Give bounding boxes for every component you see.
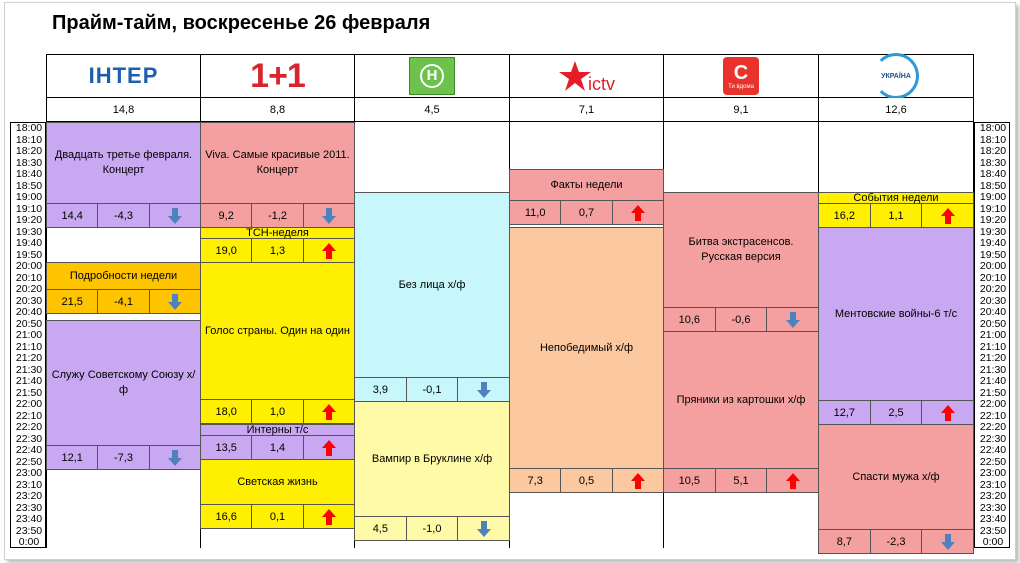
time-label: 19:30 bbox=[15, 225, 43, 238]
change-value: -1,2 bbox=[252, 204, 303, 227]
channel-logo-inter bbox=[46, 54, 201, 98]
program-block: Пряники из картошки х/ф bbox=[663, 331, 819, 469]
arrow-up-icon bbox=[304, 239, 354, 262]
time-label: 18:40 bbox=[979, 168, 1007, 180]
time-label: 19:10 bbox=[979, 202, 1007, 215]
program-stats bbox=[818, 530, 974, 554]
time-label: 22:50 bbox=[15, 455, 43, 468]
arrow-up-icon bbox=[304, 400, 354, 423]
change-value: 1,4 bbox=[252, 436, 303, 459]
share-value: 14,4 bbox=[47, 204, 98, 227]
time-label: 21:30 bbox=[15, 363, 43, 376]
arrow-up-icon bbox=[613, 469, 663, 492]
channel-logo-ictv bbox=[509, 54, 664, 98]
time-label: 19:50 bbox=[979, 248, 1007, 261]
share-value: 21,5 bbox=[47, 290, 98, 313]
green-logo-letter: Н bbox=[420, 64, 444, 88]
share-value: 10,6 bbox=[664, 308, 716, 331]
time-label: 18:10 bbox=[15, 133, 43, 146]
program-block: Факты недели bbox=[509, 169, 664, 201]
channel-logo-ukraina bbox=[818, 54, 974, 98]
time-label: 22:40 bbox=[15, 444, 43, 456]
ukraina-logo-text: УКРАЇНА bbox=[881, 72, 911, 80]
time-label: 21:50 bbox=[15, 386, 43, 399]
time-label: 23:30 bbox=[15, 501, 43, 514]
program-stats bbox=[200, 239, 355, 263]
arrow-up-icon bbox=[767, 469, 818, 492]
change-value: -1,0 bbox=[407, 517, 459, 540]
change-value: -0,1 bbox=[407, 378, 459, 401]
time-label: 22:30 bbox=[15, 432, 43, 445]
time-label: 20:40 bbox=[15, 306, 43, 318]
program-block: Интерны т/с bbox=[200, 424, 355, 436]
share-value: 18,0 bbox=[201, 400, 252, 423]
time-label: 20:10 bbox=[979, 271, 1007, 284]
time-label: 0:00 bbox=[18, 536, 40, 548]
channel-logo-stb bbox=[663, 54, 819, 98]
arrow-down-icon bbox=[458, 517, 509, 540]
time-label: 21:10 bbox=[979, 340, 1007, 353]
time-label: 19:10 bbox=[15, 202, 43, 215]
time-label: 20:40 bbox=[979, 306, 1007, 318]
change-value: 1,3 bbox=[252, 239, 303, 262]
program-block: ТСН-неделя bbox=[200, 227, 355, 239]
share-value: 9,2 bbox=[201, 204, 252, 227]
program-block: Голос страны. Один на один bbox=[200, 262, 355, 400]
stb-logo-letter: С bbox=[733, 62, 749, 84]
time-label: 20:00 bbox=[979, 260, 1007, 272]
time-label: 22:20 bbox=[979, 421, 1007, 433]
rating-inter: 14,8 bbox=[46, 98, 201, 122]
program-stats bbox=[354, 378, 510, 402]
arrow-down-icon bbox=[767, 308, 818, 331]
time-label: 23:40 bbox=[979, 513, 1007, 525]
program-block: Без лица х/ф bbox=[354, 192, 510, 378]
time-label: 23:00 bbox=[15, 467, 43, 479]
time-label: 21:00 bbox=[979, 329, 1007, 341]
share-value: 13,5 bbox=[201, 436, 252, 459]
change-value: -4,1 bbox=[98, 290, 149, 313]
time-label: 19:40 bbox=[979, 237, 1007, 249]
time-label: 21:30 bbox=[979, 363, 1007, 376]
program-block: Светская жизнь bbox=[200, 459, 355, 505]
program-block: События недели bbox=[818, 192, 974, 204]
rating-ukraina: 12,6 bbox=[818, 98, 974, 122]
time-label: 18:20 bbox=[15, 145, 43, 157]
program-block: Двадцать третье февраля. Концерт bbox=[46, 122, 201, 204]
program-stats bbox=[663, 308, 819, 332]
time-label: 21:40 bbox=[15, 375, 43, 387]
time-label: 20:20 bbox=[979, 283, 1007, 295]
change-value: 0,7 bbox=[561, 201, 612, 224]
ukraina-logo bbox=[873, 53, 919, 99]
time-label: 22:10 bbox=[979, 409, 1007, 422]
green-channel-logo bbox=[409, 57, 455, 95]
time-label: 22:10 bbox=[15, 409, 43, 422]
program-block: Битва экстрасенсов. Русская версия bbox=[663, 192, 819, 308]
time-label: 20:50 bbox=[979, 317, 1007, 330]
arrow-up-icon bbox=[922, 204, 973, 227]
program-stats bbox=[818, 401, 974, 425]
inter-logo: ІНТЕР bbox=[88, 63, 159, 88]
share-value: 12,7 bbox=[819, 401, 871, 424]
change-value: 0,1 bbox=[252, 505, 303, 528]
program-stats bbox=[354, 517, 510, 541]
time-label: 22:30 bbox=[979, 432, 1007, 445]
time-label: 19:40 bbox=[15, 237, 43, 249]
time-label: 21:20 bbox=[979, 352, 1007, 364]
channel-logo-ukraina-green bbox=[354, 54, 510, 98]
program-block: Непобедимый х/ф bbox=[509, 227, 664, 469]
page-title: Прайм-тайм, воскресенье 26 февраля bbox=[52, 12, 431, 34]
arrow-down-icon bbox=[150, 204, 200, 227]
time-label: 21:50 bbox=[979, 386, 1007, 399]
time-label: 18:20 bbox=[979, 145, 1007, 157]
time-label: 19:30 bbox=[979, 225, 1007, 238]
share-value: 7,3 bbox=[510, 469, 561, 492]
change-value: -7,3 bbox=[98, 446, 149, 469]
time-label: 23:40 bbox=[15, 513, 43, 525]
change-value: -0,6 bbox=[716, 308, 768, 331]
time-label: 18:40 bbox=[15, 168, 43, 180]
time-label: 23:10 bbox=[15, 478, 43, 491]
time-label: 23:20 bbox=[979, 490, 1007, 502]
time-label: 23:20 bbox=[15, 490, 43, 502]
change-value: 2,5 bbox=[871, 401, 923, 424]
arrow-up-icon bbox=[304, 505, 354, 528]
share-value: 8,7 bbox=[819, 530, 871, 553]
program-stats bbox=[509, 469, 664, 493]
time-label: 19:00 bbox=[15, 191, 43, 203]
time-label: 18:10 bbox=[979, 133, 1007, 146]
change-value: 1,1 bbox=[871, 204, 923, 227]
time-label: 22:00 bbox=[979, 398, 1007, 410]
time-label: 21:10 bbox=[15, 340, 43, 353]
rating-ukraina-green: 4,5 bbox=[354, 98, 510, 122]
time-label: 18:00 bbox=[15, 122, 43, 134]
time-label: 18:00 bbox=[979, 122, 1007, 134]
arrow-up-icon bbox=[613, 201, 663, 224]
arrow-down-icon bbox=[150, 446, 200, 469]
rating-1plus1: 8,8 bbox=[200, 98, 355, 122]
program-stats bbox=[200, 400, 355, 424]
stb-logo-sub: Ти вдома bbox=[728, 84, 754, 90]
share-value: 19,0 bbox=[201, 239, 252, 262]
program-block: Viva. Самые красивые 2011. Концерт bbox=[200, 122, 355, 204]
share-value: 10,5 bbox=[664, 469, 716, 492]
share-value: 16,2 bbox=[819, 204, 871, 227]
share-value: 11,0 bbox=[510, 201, 561, 224]
1plus1-logo: 1+1 bbox=[250, 56, 305, 95]
time-label: 19:50 bbox=[15, 248, 43, 261]
time-label: 22:50 bbox=[979, 455, 1007, 468]
share-value: 12,1 bbox=[47, 446, 98, 469]
time-label: 22:00 bbox=[15, 398, 43, 410]
time-label: 20:20 bbox=[15, 283, 43, 295]
program-stats bbox=[200, 436, 355, 460]
time-label: 0:00 bbox=[982, 536, 1004, 548]
program-block: Подробности недели bbox=[46, 262, 201, 290]
ictv-logo-text: ictv bbox=[588, 73, 615, 94]
program-stats bbox=[46, 204, 201, 228]
star-icon bbox=[558, 59, 592, 93]
share-value: 16,6 bbox=[201, 505, 252, 528]
time-label: 23:30 bbox=[979, 501, 1007, 514]
time-label: 23:50 bbox=[979, 524, 1007, 537]
time-label: 21:20 bbox=[15, 352, 43, 364]
arrow-up-icon bbox=[922, 401, 973, 424]
change-value: -2,3 bbox=[871, 530, 923, 553]
program-stats bbox=[509, 201, 664, 225]
program-block: Спасти мужа х/ф bbox=[818, 424, 974, 530]
change-value: 1,0 bbox=[252, 400, 303, 423]
share-value: 4,5 bbox=[355, 517, 407, 540]
time-label: 20:30 bbox=[979, 294, 1007, 307]
program-stats bbox=[200, 204, 355, 228]
time-label: 18:30 bbox=[15, 156, 43, 169]
time-label: 20:50 bbox=[15, 317, 43, 330]
change-value: 0,5 bbox=[561, 469, 612, 492]
arrow-down-icon bbox=[458, 378, 509, 401]
time-label: 21:40 bbox=[979, 375, 1007, 387]
time-label: 23:50 bbox=[15, 524, 43, 537]
time-label: 19:00 bbox=[979, 191, 1007, 203]
arrow-down-icon bbox=[304, 204, 354, 227]
rating-ictv: 7,1 bbox=[509, 98, 664, 122]
arrow-up-icon bbox=[304, 436, 354, 459]
arrow-down-icon bbox=[150, 290, 200, 313]
program-stats bbox=[46, 446, 201, 470]
rating-stb: 9,1 bbox=[663, 98, 819, 122]
time-label: 23:00 bbox=[979, 467, 1007, 479]
program-stats bbox=[663, 469, 819, 493]
share-value: 3,9 bbox=[355, 378, 407, 401]
program-block: Вампир в Бруклине х/ф bbox=[354, 401, 510, 517]
change-value: 5,1 bbox=[716, 469, 768, 492]
time-label: 18:50 bbox=[15, 179, 43, 192]
time-label: 22:40 bbox=[979, 444, 1007, 456]
time-label: 19:20 bbox=[15, 214, 43, 226]
time-label: 20:30 bbox=[15, 294, 43, 307]
time-label: 21:00 bbox=[15, 329, 43, 341]
time-axis-left bbox=[10, 122, 46, 548]
program-block: Служу Советскому Союзу х/ф bbox=[46, 320, 201, 446]
time-axis-right bbox=[974, 122, 1010, 548]
program-block: Ментовские войны-6 т/с bbox=[818, 227, 974, 401]
time-label: 22:20 bbox=[15, 421, 43, 433]
time-label: 19:20 bbox=[979, 214, 1007, 226]
change-value: -4,3 bbox=[98, 204, 149, 227]
time-label: 18:30 bbox=[979, 156, 1007, 169]
channel-logo-1plus1 bbox=[200, 54, 355, 98]
time-label: 18:50 bbox=[979, 179, 1007, 192]
time-label: 23:10 bbox=[979, 478, 1007, 491]
program-stats bbox=[200, 505, 355, 529]
program-stats bbox=[818, 204, 974, 228]
arrow-down-icon bbox=[922, 530, 973, 553]
time-label: 20:00 bbox=[15, 260, 43, 272]
stb-logo bbox=[723, 57, 759, 95]
time-label: 20:10 bbox=[15, 271, 43, 284]
program-stats bbox=[46, 290, 201, 314]
